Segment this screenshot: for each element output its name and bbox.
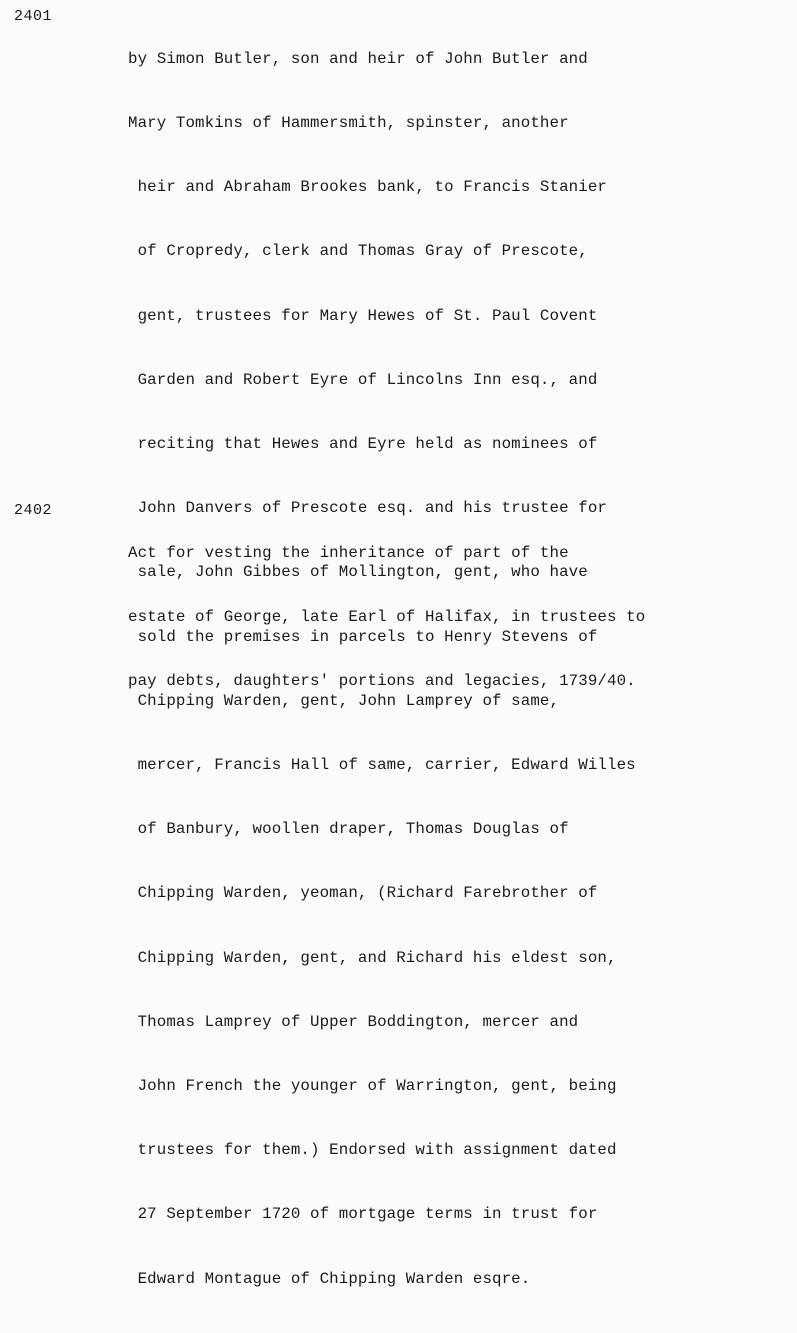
entry-line: gent, trustees for Mary Hewes of St. Paul Covent <box>128 306 598 325</box>
entry-text <box>128 500 645 735</box>
entry-line: of Cropredy, clerk and Thomas Gray of Prescote, <box>128 242 588 261</box>
entry-line: Garden and Robert Eyre of Lincolns Inn esq., and <box>128 370 598 389</box>
entry-line: Mary Tomkins of Hammersmith, spinster, another <box>128 114 569 133</box>
entry-line: Chipping Warden, gent, and Richard his eldest son, <box>128 948 617 967</box>
entry-line: reciting that Hewes and Eyre held as nominees of <box>128 435 598 454</box>
entry-line: trustees for them.) Endorsed with assignment dated <box>128 1141 617 1160</box>
entry-line: by Simon Butler, son and heir of John Butler and <box>128 49 588 68</box>
entry-line: Edward Montague of Chipping Warden esqre. <box>128 1269 531 1288</box>
entry-line: Chipping Warden, yeoman, (Richard Farebrother of <box>128 884 598 903</box>
entry-line: mercer, Francis Hall of same, carrier, Edward Willes <box>128 756 636 775</box>
entry-line: John French the younger of Warrington, gent, being <box>128 1077 617 1096</box>
entry-line: of Banbury, woollen draper, Thomas Douglas of <box>128 820 569 839</box>
entry-line: Chipping Warden, gent, John Lamprey of same, <box>128 691 560 710</box>
entry-line: John Danvers of Prescote esq. and his trustee for <box>128 499 607 518</box>
entry-line: Act for vesting the inheritance of part of the <box>128 543 569 562</box>
entry-line: sold the premises in parcels to Henry Stevens of <box>128 627 598 646</box>
entry-line: 27 September 1720 of mortgage terms in trust for <box>128 1205 598 1224</box>
entry-number: 2402 <box>14 502 53 519</box>
entry-line: heir and Abraham Brookes bank, to Francis Stanier <box>128 178 607 197</box>
entry-line: pay debts, daughters' portions and legacies, 1739/40. <box>128 672 636 691</box>
entry-line: Thomas Lamprey of Upper Boddington, mercer and <box>128 1012 579 1031</box>
entry-number: 2401 <box>14 8 53 25</box>
entry-line: sale, John Gibbes of Mollington, gent, who have <box>128 563 588 582</box>
entry-line: estate of George, late Earl of Halifax, in trustees to <box>128 608 646 627</box>
